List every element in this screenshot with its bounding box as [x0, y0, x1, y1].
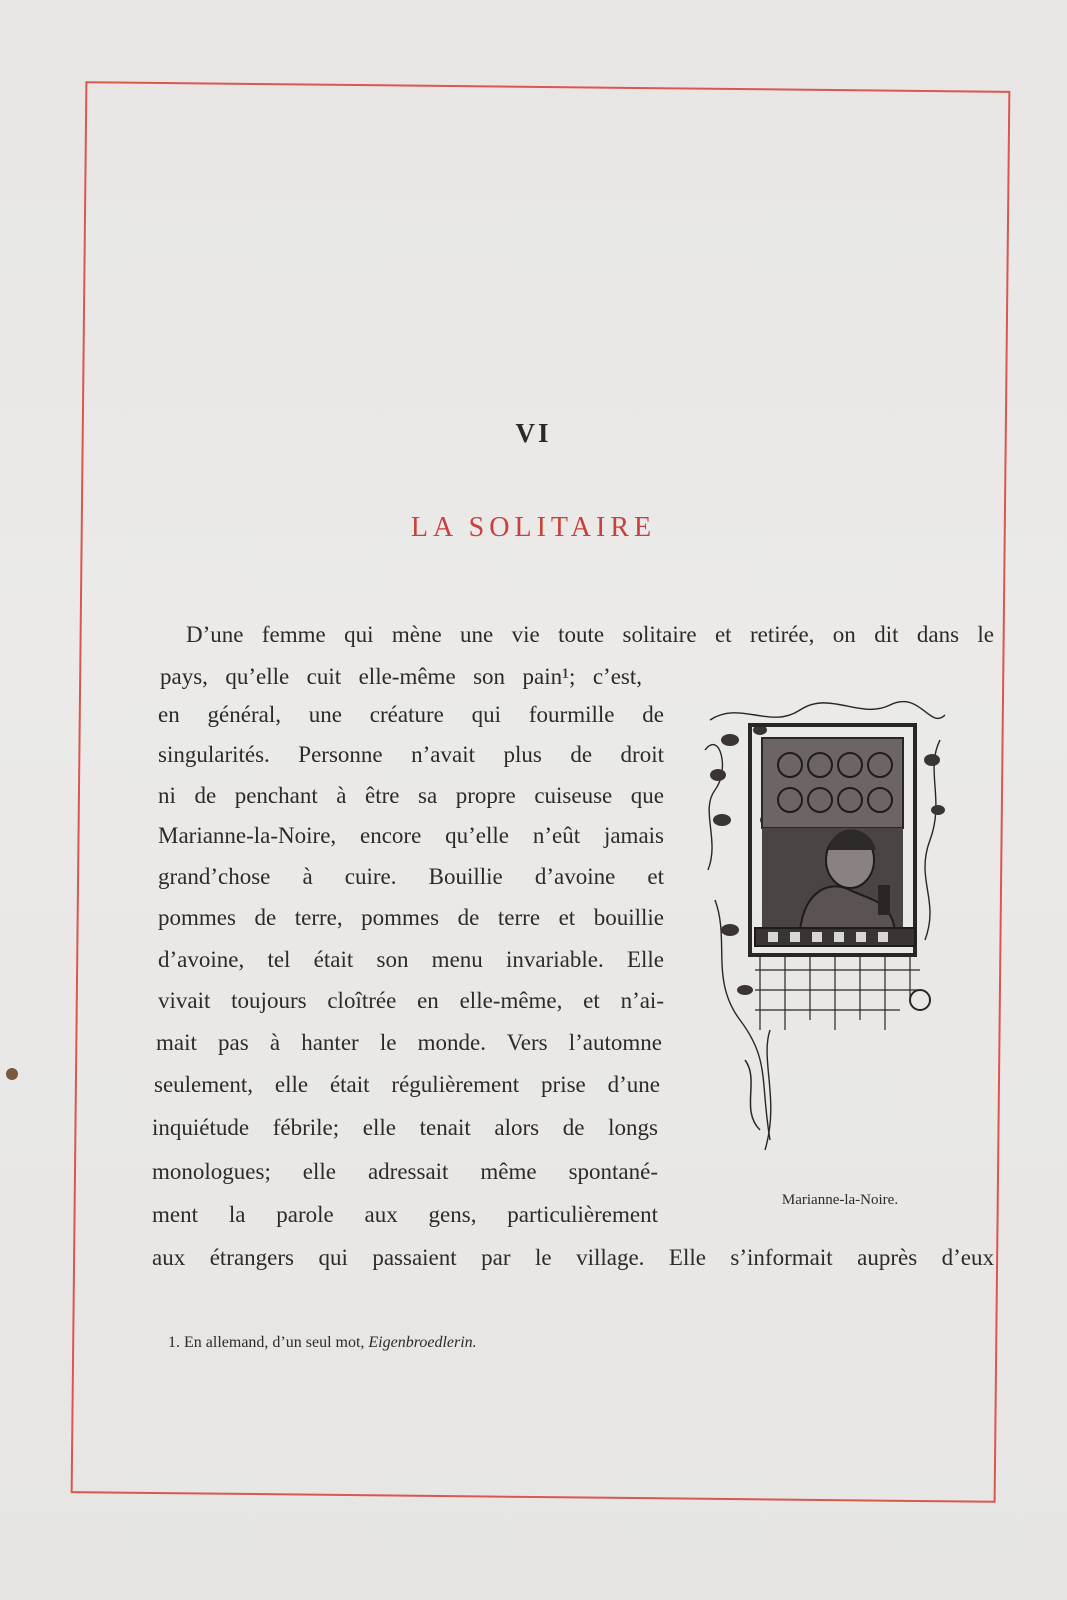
footnote-number: 1.: [168, 1334, 180, 1351]
footnote-text: En allemand, d’un seul mot,: [184, 1334, 365, 1351]
body-line: grand’chose à cuire. Bouillie d’avoine et: [158, 864, 664, 889]
body-line: inquiétude fébrile; elle tenait alors de longs: [152, 1115, 658, 1140]
body-line: seulement, elle était régulièrement prise d’une: [154, 1072, 660, 1097]
footnote-word: Eigenbroedlerin.: [368, 1334, 477, 1351]
footnote: [168, 1334, 477, 1352]
body-line: mait pas à hanter le monde. Vers l’automne: [156, 1030, 662, 1055]
body-line: Marianne-la-Noire, encore qu’elle n’eût jamais: [158, 823, 664, 848]
body-line: singularités. Personne n’avait plus de droit: [158, 742, 664, 767]
body-line: d’avoine, tel était son menu invariable. Elle: [158, 947, 664, 972]
body-line: pommes de terre, pommes de terre et bouillie: [158, 905, 664, 930]
binding-mark: [6, 1068, 18, 1080]
body-line: D’une femme qui mène une vie toute solitaire et retirée, on dit dans le: [186, 622, 994, 647]
body-line: en général, une créature qui fourmille de: [158, 702, 664, 727]
engraving-illustration: [700, 700, 950, 1170]
chapter-number: VI: [515, 418, 552, 448]
body-line: monologues; elle adressait même spontané-: [152, 1159, 658, 1184]
chapter-title: LA SOLITAIRE: [410, 512, 657, 543]
illustration-caption: Marianne-la-Noire.: [781, 1192, 899, 1208]
body-line: vivait toujours cloîtrée en elle-même, et n’ai-: [158, 988, 664, 1013]
body-line: ment la parole aux gens, particulièrement: [152, 1202, 658, 1227]
body-line: aux étrangers qui passaient par le village. Elle s’informait auprès d’eux: [152, 1245, 994, 1270]
body-line: ni de penchant à être sa propre cuiseuse que: [158, 783, 664, 808]
body-line: pays, qu’elle cuit elle-même son pain¹; c’est,: [160, 664, 642, 689]
